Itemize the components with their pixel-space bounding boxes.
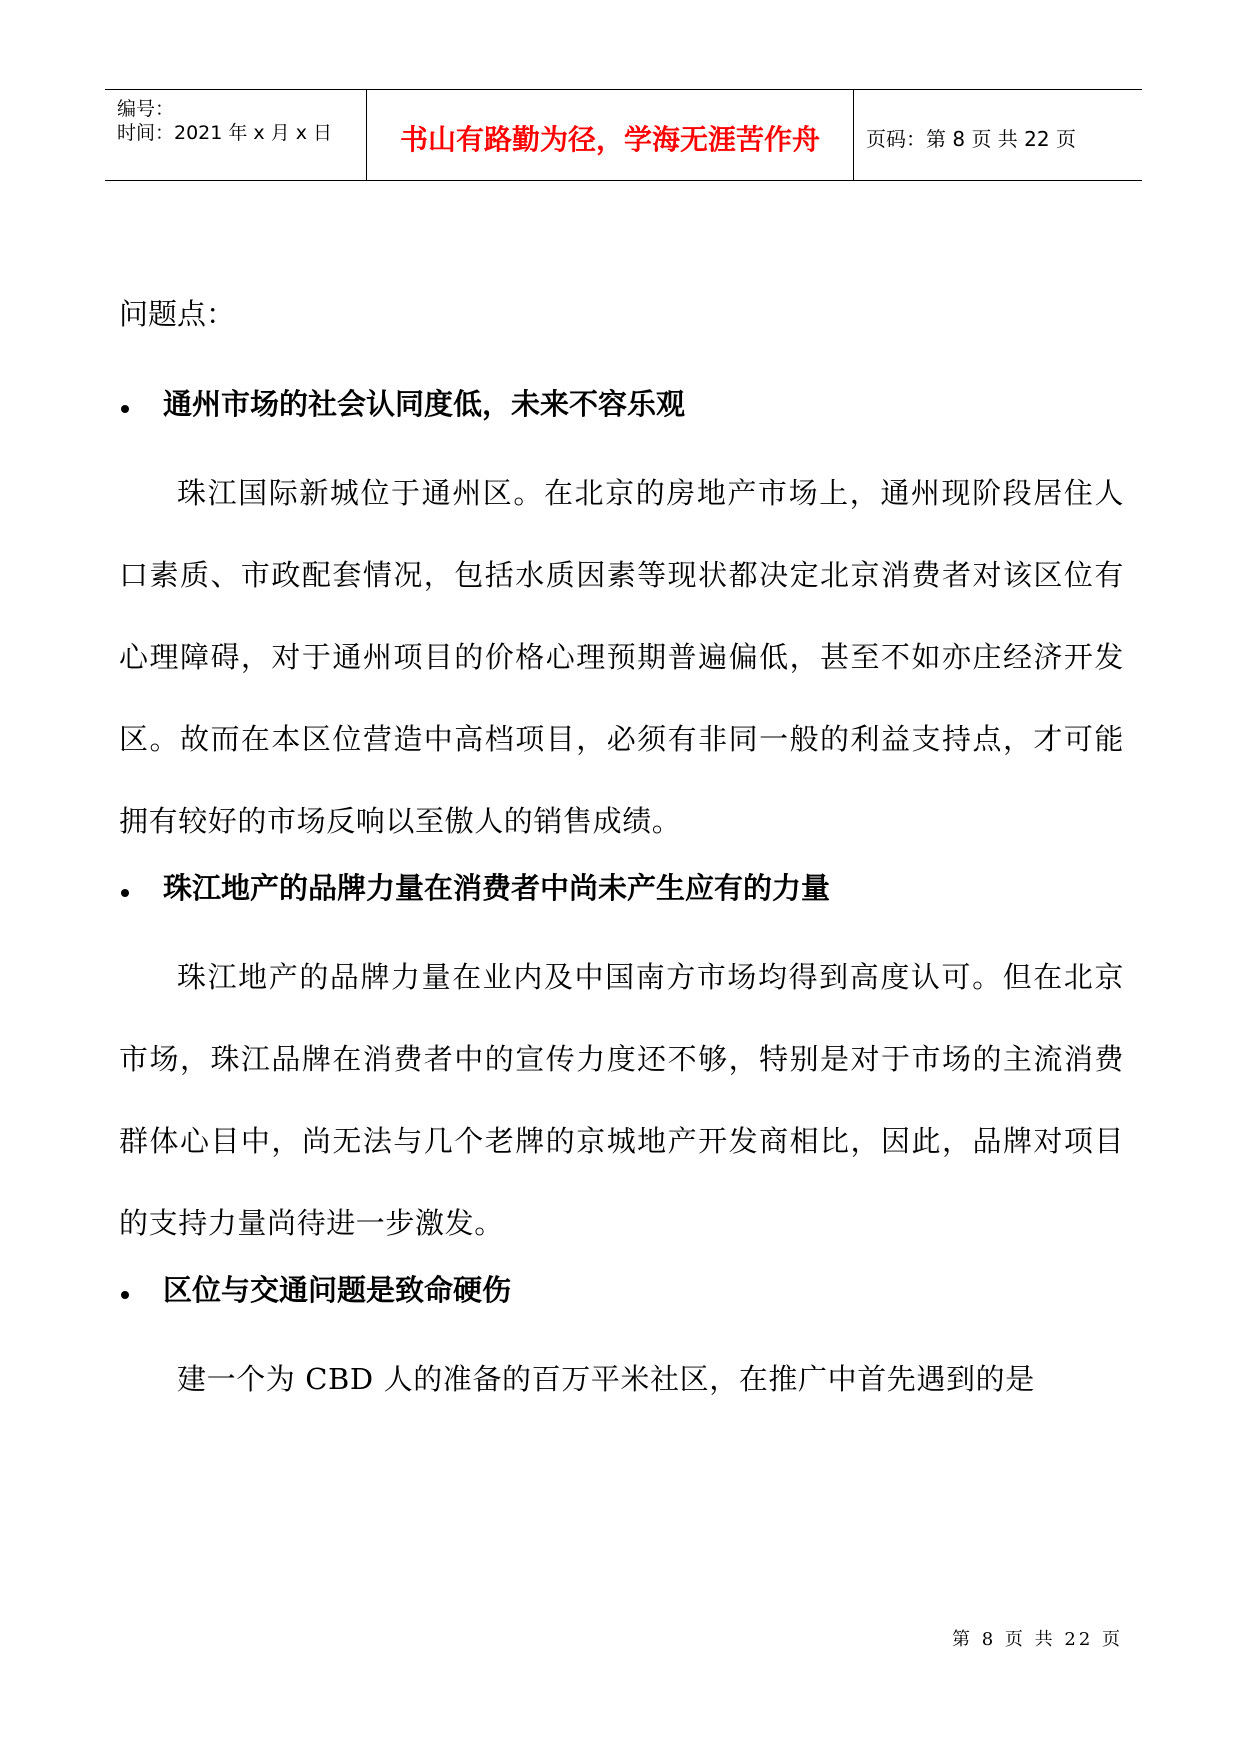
issue-paragraph: 珠江国际新城位于通州区。在北京的房地产市场上，通州现阶段居住人口素质、市政配套情况，包括水质因素等现状都决定北京消费者对该区位有心理障碍，对于通州项目的价格心理预期普遍偏低，甚至不如亦庄经济开发区。故而在本区位营造中高档项目，必须有非同一般的利益支持点，才可能拥有较好的市场反响以至傲人的销售成绩。 (119, 476, 1124, 838)
page-header (105, 89, 1142, 181)
bullet-icon (121, 405, 129, 413)
issue-heading (119, 1264, 1124, 1338)
issue-heading-text: 珠江地产的品牌力量在消费者中尚未产生应有的力量 (163, 871, 831, 905)
doc-time-label: 时间：2021 年 x 月 x 日 (117, 122, 333, 144)
bullet-icon (121, 889, 129, 897)
issue-heading (119, 862, 1124, 936)
header-motto-cell (367, 90, 854, 180)
issue-paragraph: 珠江地产的品牌力量在业内及中国南方市场均得到高度认可。但在北京市场，珠江品牌在消费者中的宣传力度还不够，特别是对于市场的主流消费群体心目中，尚无法与几个老牌的京城地产开发商相比，因此，品牌对项目的支持力量尚待进一步激发。 (119, 960, 1124, 1240)
header-page-cell (854, 90, 1142, 180)
page-footer: 第 8 页 共 22 页 (952, 1629, 1123, 1650)
doc-number-label: 编号： (117, 98, 175, 120)
header-motto: 书山有路勤为径，学海无涯苦作舟 (399, 123, 820, 156)
issue-paragraph: 建一个为 CBD 人的准备的百万平米社区，在推广中首先遇到的是 (177, 1362, 1035, 1396)
header-page-info: 页码：第 8 页 共 22 页 (866, 127, 1076, 151)
issue-heading-text: 区位与交通问题是致命硬伤 (163, 1273, 512, 1307)
bullet-icon (121, 1291, 129, 1299)
issue-heading (119, 378, 1124, 452)
issue-heading-text: 通州市场的社会认同度低，未来不容乐观 (163, 387, 686, 421)
section-label: 问题点： (119, 297, 236, 331)
header-meta-cell (105, 90, 367, 180)
document-body (119, 297, 1124, 1420)
